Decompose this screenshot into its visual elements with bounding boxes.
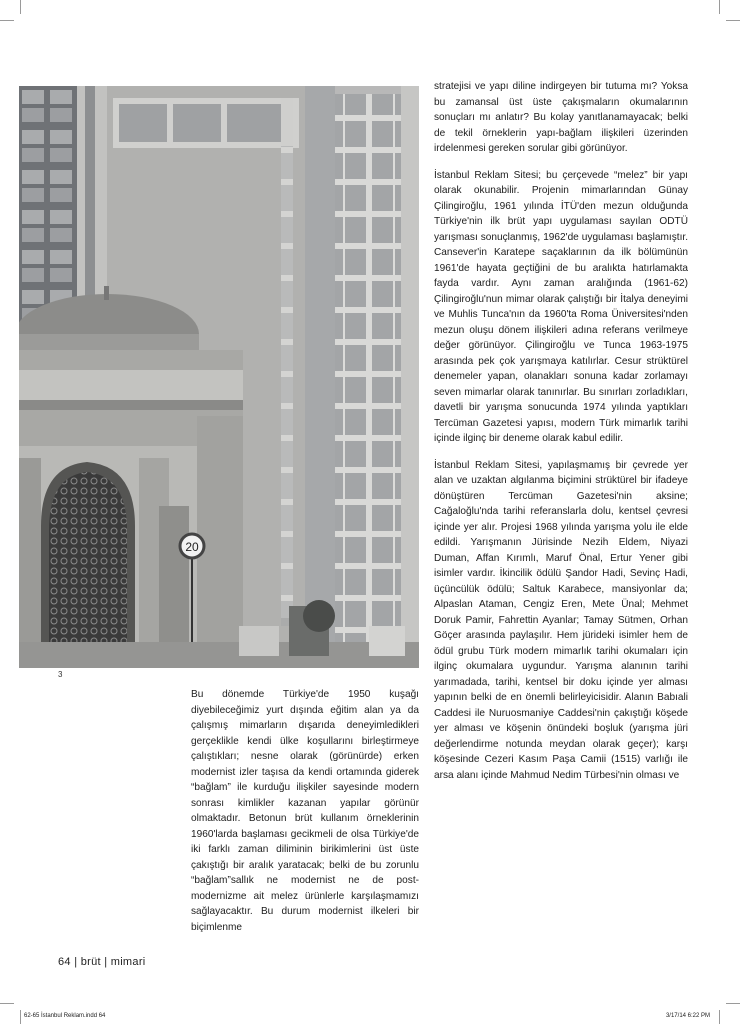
crop-mark: [719, 0, 720, 14]
paragraph: İstanbul Reklam Sitesi, yapılaşmamış bir çevrede yer alan ve uzaktan algılanma biçimini strüktürel bir ifadeye dönüştüren Tercüman Gazetesi'nin aksine; Cağaloğlu'nda tarihi referanslarla dolu, kentsel çevresi içinde yer alır. Projesi 1968 yılında yarışma yolu ile elde edildi. Yarışmanın Jürisinde Nezih Eldem, Niyazi Duman, Affan Kırımlı, Maruf Önal, Ertur Yener gibi isimler vardır. İkincilik ödülü Şandor Hadi, Sevinç Hadi, üçüncülük ödülü; Saltuk Karabece, mansiyonlar da; Alpaslan Ataman, Cengiz Eren, Mete Ünal; Mehmet Doruk Pamir, Fahrettin Ayanlar; Tamay Sütmen, Orhan Göçer arasında paylaşılır. Hem jürideki isimler hem de ödül grubu Türk modern mimarlık tarihi okumaları için ilginç okumalara uygundur. Yarışma alanının tarihi yarımadada, tarihi, kentsel bir doku içinde yer alması yapının belki de en önemli belirleyicisidir. Alanın Babıali Caddesi ile Nuruosmaniye Caddesi'nin çakıştığı köşede yer alması ve köşenin önündeki boşluk (yarışma jüri değerlendirme notunda meydan olarak geçer); karşı köşesinde Cezeri Kasım Paşa Camii (1515) varlığı ile arsa alanı içinde Mahmud Nedim Türbesi'nin olması ve: [434, 459, 688, 781]
paragraph: stratejisi ve yapı diline indirgeyen bir tutuma mı? Yoksa bu zamansal üst üste çakışmaların okumalarının sonuçları mı anlatır? Bu kolay yanıtlanamayacak; belki de tekil örneklerin yapı-bağlam ilişkileri üzerinden irdelenmesi gereken sorular gibi görünüyor.: [434, 81, 688, 154]
crop-mark: [726, 1003, 740, 1004]
speed-limit-sign: 20: [185, 540, 199, 554]
page-folio: 64 | brüt | mimari: [58, 956, 146, 968]
print-slug-file: 62-65 İstanbul Reklam.indd 64: [24, 1013, 106, 1019]
paragraph: İstanbul Reklam Sitesi; bu çerçevede “melez” bir yapı olarak okunabilir. Projenin mimarlarından Günay Çilingiroğlu, 1961 yılında İTÜ'den mezun olduğunda Türkiye'nin ilk brüt yapı uygulaması sayılan ODTÜ yarışması sonuçlanmış, 1962'de uygulaması başlamıştır. Cansever'in Karatepe saçaklarının da ilk bölümünün 1961'de hayata geçtiğini de bu aralıkta hatırlamakta fayda vardır. Aynı zaman aralığında (1961-62) Çilingiroğlu'nun mimar olarak çalıştığı bir İtalya deneyimi ve Muhlis Tunca'nın da 1960'ta Roma Üniversitesi'nden mezun oluşu dönem ilişkileri adına referans verilmeye değer görünüyor. Çilingiroğlu ve Tunca 1963-1975 arasında pek çok yarışmaya katılırlar. Cesur strüktürel denemeler yapan, olanakları sonuna kadar zorlamayı seven mimarlar olarak tanınırlar. Bu sınırları zorladıkları, davetli bir yarışma sonucunda 1974 yılında yaptıkları Tercüman Gazetesi yapısı, modern Türk mimarlık tarihi içinde ilginç bir deneme olarak kabul edilir.: [434, 169, 688, 444]
paragraph: Bu dönemde Türkiye'de 1950 kuşağı diyebileceğimiz yurt dışında eğitim alan ya da çalışmış mimarların dışarıda deneyimledikleri gerçeklikle kendi ülke koşullarını birleştirmeye çalıştıkları; nesne olarak (görünürde) erken modernist izler taşısa da kendi ortamında giderek “bağlam” ile kurduğu ilişkiler sayesinde modern sonrası kimlikler kazanan yapılar görünür olmaktadır. Betonun brüt kullanım örneklerinin 1960'larda başlaması gecikmeli de olsa Türkiye'de iki farklı zaman diliminin birikimlerini üst üste çakıştığı bir aralık yaratacak; belki de bu zorunlu “bağlam”sallık ne modernist ne de post-modernizme ait melez ürünlerle karşılaşmamızı sağlayacaktır. Bu durum modernist ilkeleri bir biçimlenme: [191, 689, 419, 933]
left-text-column: [191, 687, 419, 946]
right-text-column: [434, 79, 688, 794]
architecture-photo: [19, 86, 419, 668]
figure-number: 3: [58, 670, 63, 679]
crop-mark: [20, 0, 21, 14]
crop-mark: [719, 1010, 720, 1024]
crop-mark: [20, 1010, 21, 1024]
crop-mark: [726, 20, 740, 21]
crop-mark: [0, 1003, 14, 1004]
print-slug-date: 3/17/14 6:22 PM: [665, 1013, 710, 1019]
crop-mark: [0, 20, 14, 21]
